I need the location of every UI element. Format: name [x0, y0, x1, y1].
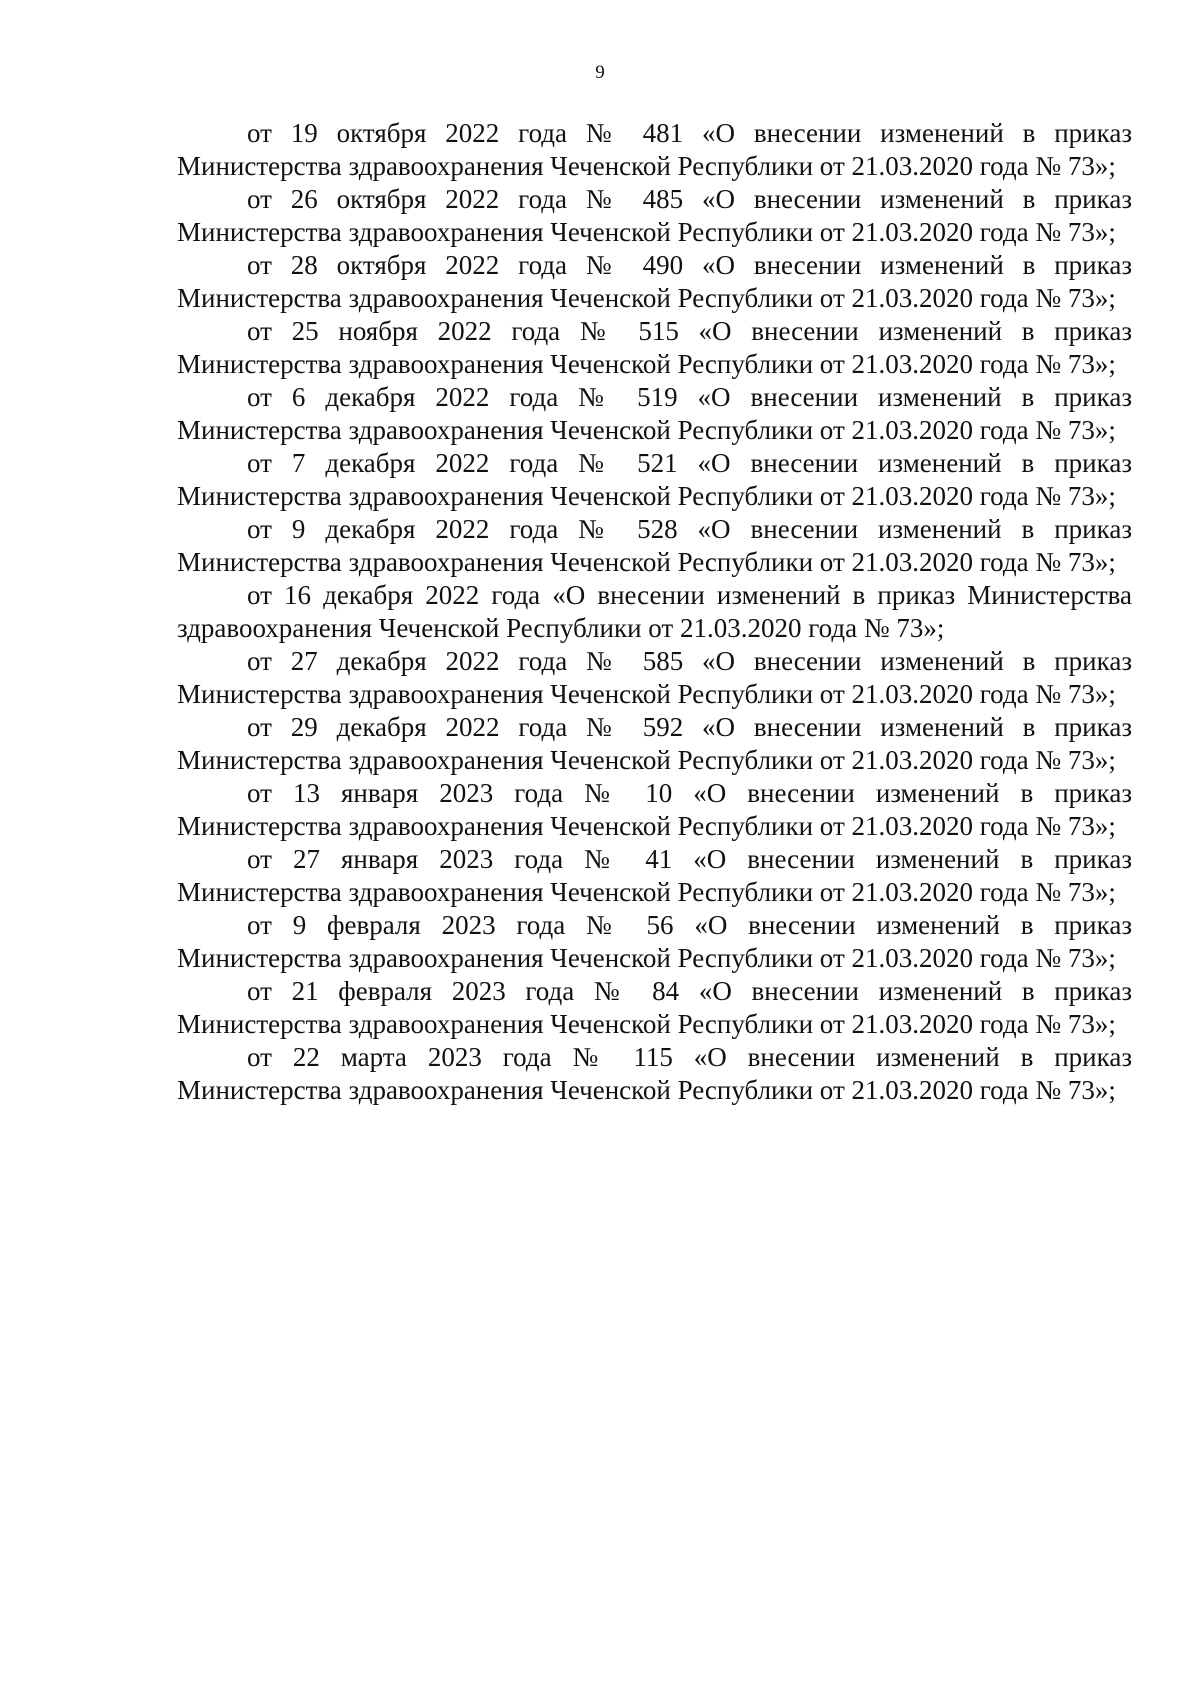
order-entry: от 9 декабря 2022 года № 528 «О внесении изменений в приказ Министерства здравоохранения Чеченской Республики от 21.03.2020 года № 73»;: [177, 514, 1132, 577]
order-entry: от 7 декабря 2022 года № 521 «О внесении изменений в приказ Министерства здравоохранения Чеченской Республики от 21.03.2020 года № 73»;: [177, 448, 1132, 511]
order-entry: от 16 декабря 2022 года «О внесении изменений в приказ Министерства здравоохранения Чеченской Республики от 21.03.2020 года № 73»;: [177, 580, 1132, 643]
order-entry: от 25 ноября 2022 года № 515 «О внесении изменений в приказ Министерства здравоохранения Чеченской Республики от 21.03.2020 года № 73»;: [177, 316, 1132, 379]
order-entry: от 28 октября 2022 года № 490 «О внесении изменений в приказ Министерства здравоохранения Чеченской Республики от 21.03.2020 года № 73»;: [177, 250, 1132, 313]
order-entry: от 6 декабря 2022 года № 519 «О внесении изменений в приказ Министерства здравоохранения Чеченской Республики от 21.03.2020 года № 73»;: [177, 382, 1132, 445]
order-entry: от 21 февраля 2023 года № 84 «О внесении изменений в приказ Министерства здравоохранения Чеченской Республики от 21.03.2020 года № 73»;: [177, 976, 1132, 1039]
order-entry: от 29 декабря 2022 года № 592 «О внесении изменений в приказ Министерства здравоохранения Чеченской Республики от 21.03.2020 года № 73»;: [177, 712, 1132, 775]
order-entry: от 26 октября 2022 года № 485 «О внесении изменений в приказ Министерства здравоохранения Чеченской Республики от 21.03.2020 года № 73»;: [177, 184, 1132, 247]
order-entry: от 19 октября 2022 года № 481 «О внесении изменений в приказ Министерства здравоохранения Чеченской Республики от 21.03.2020 года № 73»;: [177, 118, 1132, 181]
order-entry: от 22 марта 2023 года № 115 «О внесении изменений в приказ Министерства здравоохранения Чеченской Республики от 21.03.2020 года № 73»;: [177, 1042, 1132, 1105]
order-entry: от 27 января 2023 года № 41 «О внесении изменений в приказ Министерства здравоохранения Чеченской Республики от 21.03.2020 года № 73»;: [177, 844, 1132, 907]
order-list: [177, 117, 1132, 1107]
order-entry: от 9 февраля 2023 года № 56 «О внесении изменений в приказ Министерства здравоохранения Чеченской Республики от 21.03.2020 года № 73»;: [177, 910, 1132, 973]
order-entry: от 13 января 2023 года № 10 «О внесении изменений в приказ Министерства здравоохранения Чеченской Республики от 21.03.2020 года № 73»;: [177, 778, 1132, 841]
page-number: 9: [595, 62, 605, 83]
order-entry: от 27 декабря 2022 года № 585 «О внесении изменений в приказ Министерства здравоохранения Чеченской Республики от 21.03.2020 года № 73»;: [177, 646, 1132, 709]
